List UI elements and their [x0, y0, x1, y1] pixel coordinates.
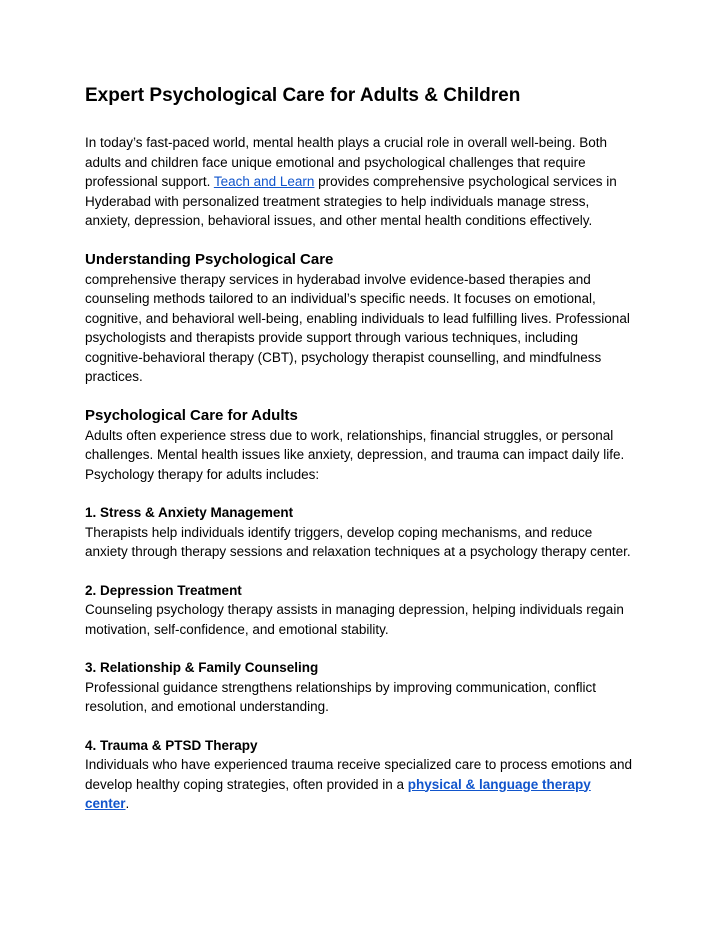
item-heading-trauma-ptsd-therapy: 4. Trauma & PTSD Therapy	[85, 737, 258, 753]
item-heading-stress-anxiety-management: 1. Stress & Anxiety Management	[85, 505, 294, 520]
trauma-text-after-link: .	[125, 796, 130, 811]
trauma-text-before-link: Individuals who have experienced trauma receive specialized care to process emotions and develop healthy coping strategies, often provided in a	[85, 757, 633, 792]
section-heading-understanding-psychological-care: Understanding Psychological Care	[85, 250, 334, 268]
item-paragraph-depression-treatment: Counseling psychology therapy assists in managing depression, helping individuals regain motivation, self-confidence, and emotional stability.	[85, 602, 624, 637]
teach-and-learn-link[interactable]: Teach and Learn	[213, 174, 315, 189]
intro-text-after-link: provides comprehensive psychological services in Hyderabad with personalized treatment strategies to help individuals manage stress, anxiety, depression, behavioral issues, and other mental health conditions effectively.	[85, 174, 617, 228]
physical-language-therapy-center-link[interactable]: physical & language therapy center	[85, 776, 591, 811]
section-paragraph-understanding-psychological-care: comprehensive therapy services in hyderabad involve evidence-based therapies and counseling methods tailored to an individual’s specific needs. It focuses on emotional, cognitive, and behavioral well-being, enabling individuals to lead fulfilling lives. Professional psychologists and therapists provide support through various techniques, including cognitive-behavioral therapy (CBT), psychology therapist counselling, and mindfulness practices.	[85, 271, 630, 384]
item-paragraph-relationship-family-counseling: Professional guidance strengthens relationships by improving communication, conflict resolution, and emotional understanding.	[85, 679, 597, 714]
item-heading-relationship-family-counseling: 3. Relationship & Family Counseling	[85, 660, 319, 675]
intro-paragraph	[85, 133, 636, 231]
document-title: Expert Psychological Care for Adults & Children	[85, 85, 521, 106]
intro-text-before-link: In today’s fast-paced world, mental health plays a crucial role in overall well-being. Both adults and children face unique emotional and psychological challenges that require professional support.	[85, 135, 608, 189]
item-heading-depression-treatment: 2. Depression Treatment	[85, 582, 242, 598]
item-paragraph-stress-anxiety-management: Therapists help individuals identify triggers, develop coping mechanisms, and reduce anxiety through therapy sessions and relaxation techniques at a psychology therapy center.	[85, 524, 631, 559]
item-paragraph-trauma-ptsd-therapy	[85, 755, 636, 814]
document-body	[85, 84, 636, 833]
section-heading-psychological-care-for-adults: Psychological Care for Adults	[85, 406, 298, 424]
section-paragraph-psychological-care-for-adults: Adults often experience stress due to work, relationships, financial struggles, or personal challenges. Mental health issues like anxiety, depression, and trauma can impact daily life. Psychology therapy for adults includes:	[85, 427, 625, 482]
